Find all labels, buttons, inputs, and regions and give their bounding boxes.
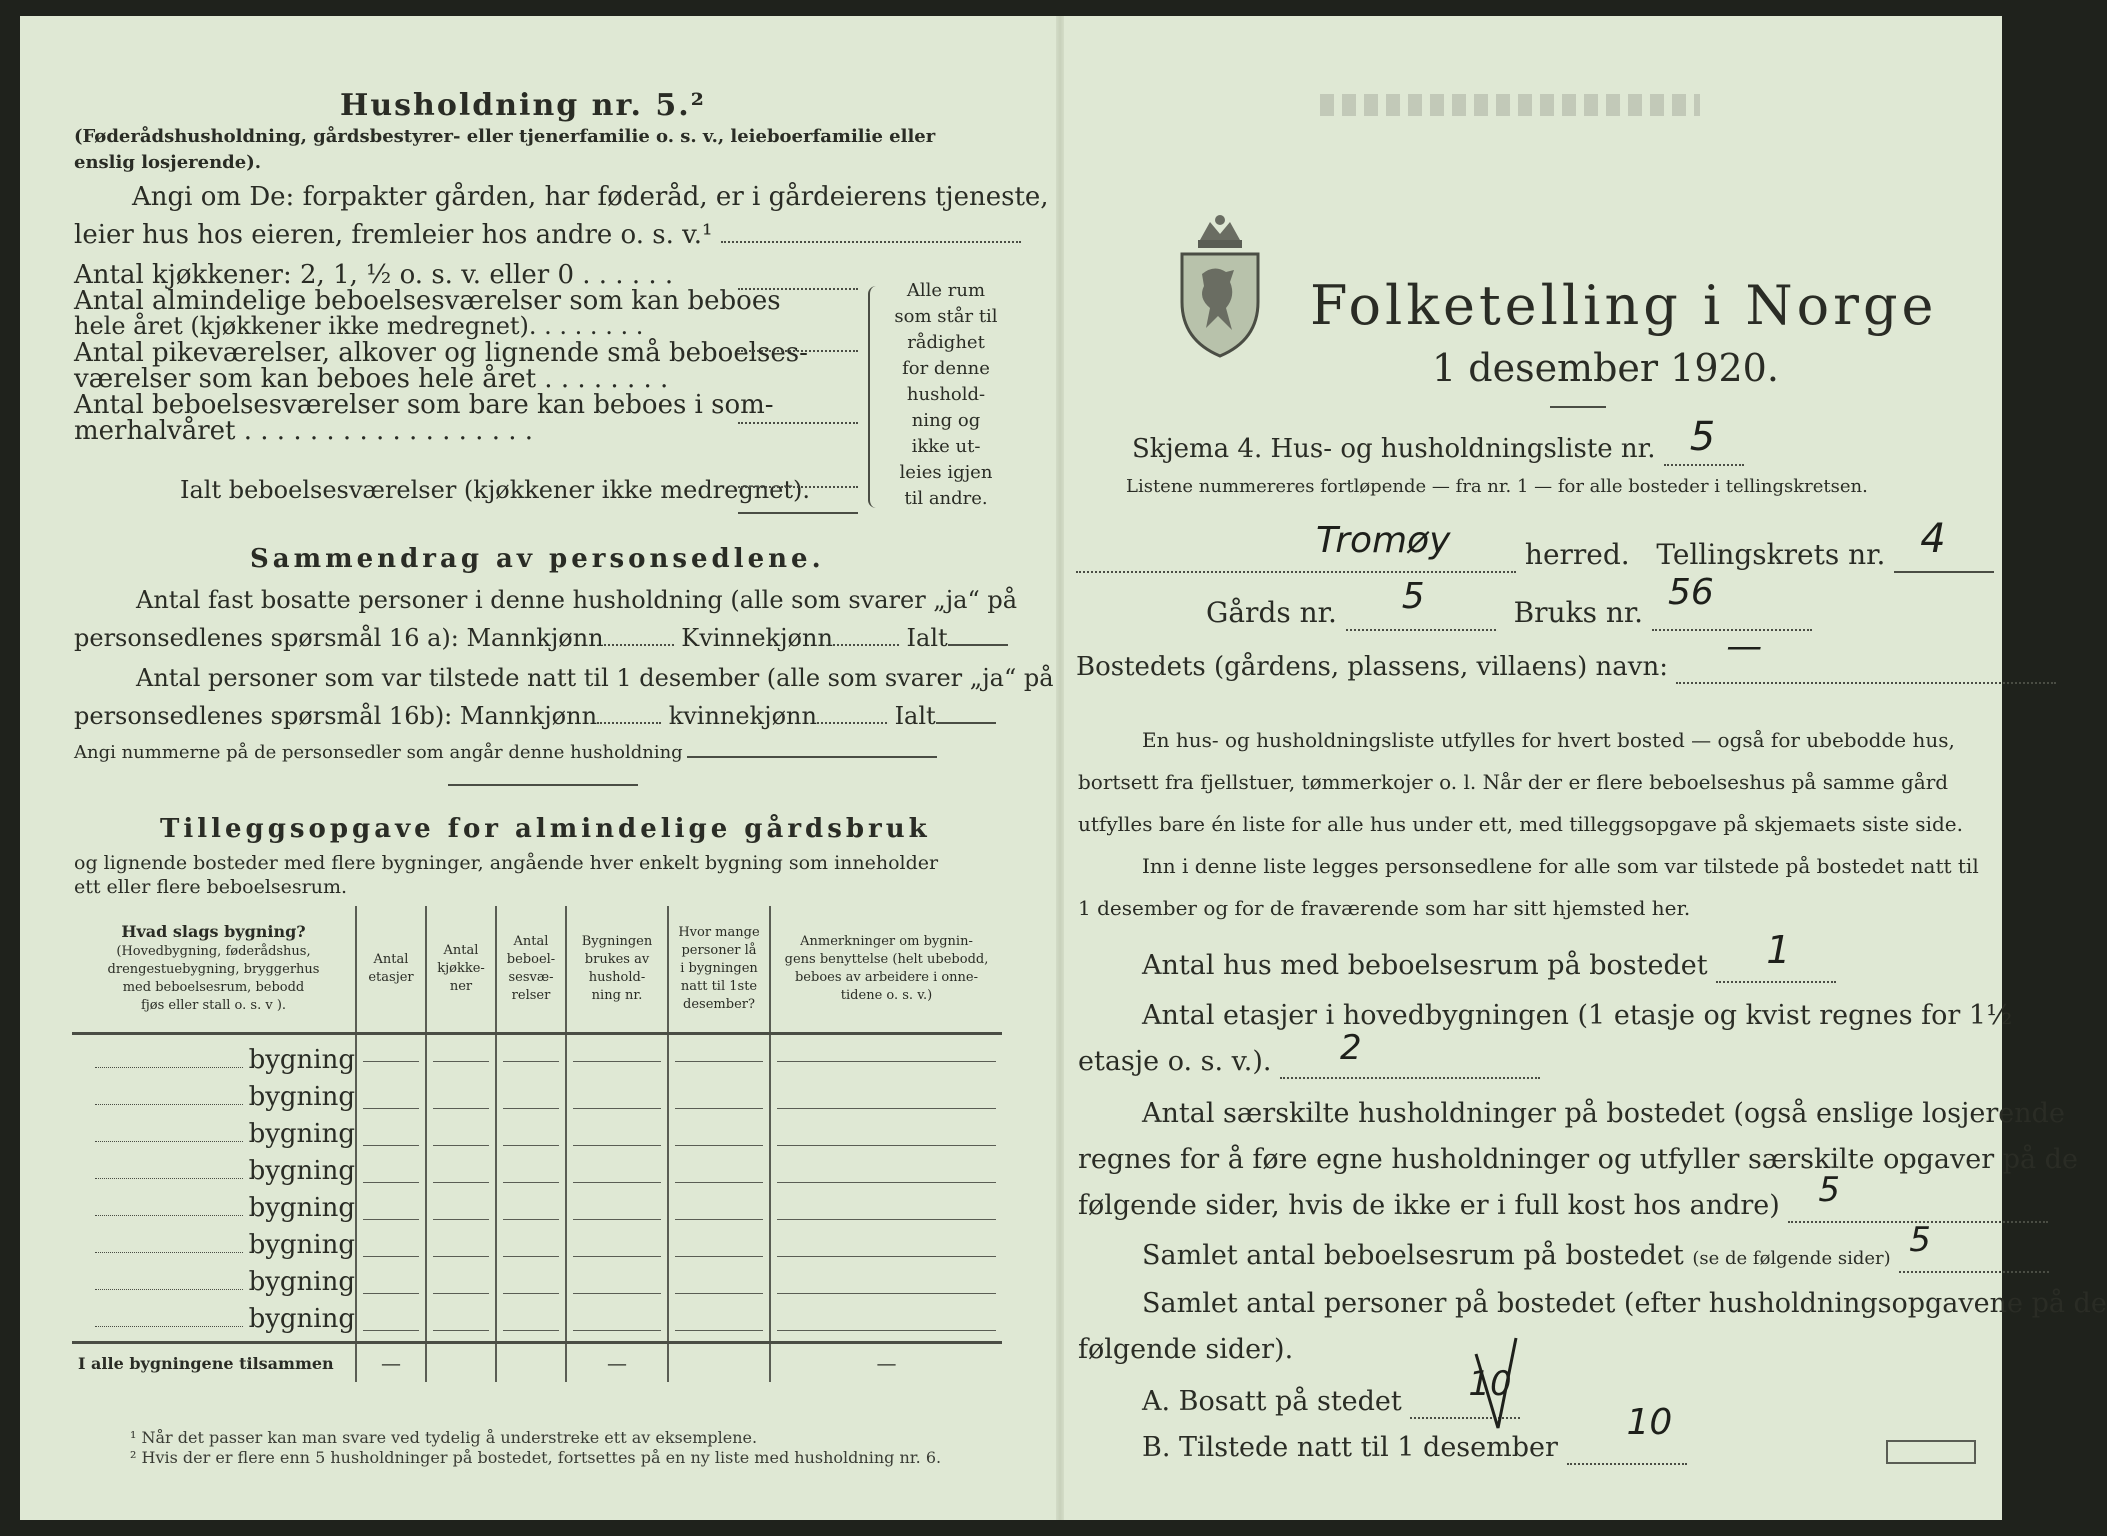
header-etasjer	[356, 906, 426, 1034]
q1-answer-line	[1716, 928, 1836, 983]
table-row	[72, 1304, 1002, 1343]
page-fold	[1056, 16, 1064, 1520]
section-divider	[448, 784, 638, 786]
summary-title: Sammendrag av personsedlene.	[250, 544, 825, 574]
q5-line-1: Samlet antal personer på bostedet (efter husholdningsopgavene på de	[1142, 1288, 2107, 1319]
gards-line	[1206, 572, 1812, 631]
summary-kvinne-label: Kvinnekjønn	[681, 624, 833, 652]
table-total-row	[72, 1343, 1002, 1383]
gards-answer-line	[1346, 576, 1496, 631]
skjema-answer-line	[1664, 414, 1744, 466]
row-label: bygning	[248, 1045, 355, 1075]
tilstede-value: 10	[1626, 1402, 1673, 1443]
herred-answer-line	[1076, 520, 1516, 573]
summary-mann-label-2: personsedlenes spørsmål 16b): Mannkjønn	[74, 702, 598, 730]
total-label-cell	[72, 1343, 356, 1383]
answer-line	[604, 644, 674, 646]
header-text: i bygningen	[680, 961, 758, 976]
row-label-cell	[72, 1304, 356, 1343]
rooms-line-0: Antal kjøkkener: 2, 1, ½ o. s. v. eller 0 . . . . . .	[74, 260, 674, 290]
table-row	[72, 1193, 1002, 1230]
answer-line	[95, 1289, 243, 1290]
table-header-row	[72, 906, 1002, 1034]
angi-answer-line	[721, 241, 1021, 243]
census-date: 1 desember 1920.	[1432, 346, 1779, 390]
q4-hint: (se de følgende sider)	[1692, 1248, 1891, 1269]
header-text: Antal	[443, 943, 479, 958]
header-text: relser	[511, 988, 551, 1003]
rooms-line-6: merhalvåret . . . . . . . . . . . . . . . . . .	[74, 416, 534, 446]
summary-ialt-label: Ialt	[906, 624, 948, 652]
angi-line-1: Angi om De: forpakter gården, har føderåd, er i gårdeierens tjeneste,	[132, 182, 1049, 212]
header-text: kjøkke-	[437, 961, 485, 976]
header-text: Antal	[513, 934, 549, 949]
total-cell	[496, 1343, 566, 1383]
angi-line-2	[74, 220, 1021, 250]
household-intro: (Føderådshusholdning, gårdsbestyrer- eller tjenerfamilie o. s. v., leieboerfamilie eller	[74, 126, 936, 147]
answer-line	[95, 1104, 243, 1105]
bosatt-line	[1142, 1364, 1520, 1419]
summary-kvinne-label-2: kvinnekjønn	[668, 702, 817, 730]
header-text: fjøs eller stall o. s. v ).	[140, 998, 287, 1013]
header-text: natt til 1ste	[680, 979, 758, 994]
side-note-line: Alle rum	[906, 280, 986, 301]
answer-line	[687, 756, 937, 758]
angi-line-2-text: leier hus hos eieren, fremleier hos andre o. s. v.¹	[74, 220, 713, 250]
tally-check-mark	[1472, 1334, 1522, 1438]
bostedets-line	[1076, 626, 2056, 684]
header-text: drengestuebygning, bryggerhus	[107, 962, 320, 977]
answer-line	[95, 1252, 243, 1253]
tellingskrets-value: 4	[1920, 516, 1946, 562]
q5-line-2: følgende sider).	[1078, 1334, 1294, 1365]
header-text: Anmerkninger om bygnin-	[800, 934, 973, 949]
header-text: tidene o. s. v.)	[840, 988, 933, 1003]
rooms-line-3: Antal pikeværelser, alkover og lignende små beboelses-	[74, 338, 808, 368]
answer-line	[95, 1178, 243, 1179]
tillegg-line-1: og lignende bosteder med flere bygninger, angående hver enkelt bygning som inneholder	[74, 852, 939, 874]
header-text: med beboelsesrum, bebodd	[122, 980, 305, 995]
header-text: ning nr.	[591, 988, 643, 1003]
side-note-line: til andre.	[904, 488, 988, 509]
side-note	[886, 278, 1006, 512]
q1-label: Antal hus med beboelsesrum på bostedet	[1142, 950, 1708, 981]
side-note-line: for denne	[902, 358, 990, 379]
table-row	[72, 1267, 1002, 1304]
q3-line-1: Antal særskilte husholdninger på bostedet (også enslige losjerende	[1142, 1098, 2065, 1129]
header-text: hushold-	[588, 970, 646, 985]
instruction-1-line-3: utfylles bare én liste for alle hus under ett, med tilleggsopgave på skjemaets siste side.	[1078, 812, 1963, 836]
answer-line	[936, 722, 996, 724]
gards-label: Gårds nr.	[1206, 596, 1337, 629]
q1-line	[1142, 928, 1836, 983]
rooms-line-1: Antal almindelige beboelsesværelser som kan beboes	[74, 286, 781, 316]
header-text: (Hovedbygning, føderådshus,	[116, 944, 311, 959]
header-text: beboel-	[506, 952, 556, 967]
row-label: bygning	[248, 1156, 355, 1186]
herred-value: Tromøy	[1316, 520, 1451, 561]
tilstede-answer-line	[1567, 1402, 1687, 1465]
building-table	[72, 906, 1002, 1382]
row-label-cell	[72, 1193, 356, 1230]
header-text: sesvæ-	[508, 970, 554, 985]
header-husholdning-nr	[566, 906, 668, 1034]
q4-label: Samlet antal beboelsesrum på bostedet	[1142, 1240, 1684, 1271]
total-anmerkninger: —	[770, 1343, 1002, 1383]
angi-nummerne	[74, 742, 937, 763]
header-text: Bygningen	[581, 934, 653, 949]
header-text: personer lå	[681, 943, 757, 958]
row-label-cell	[72, 1082, 356, 1119]
ialt-rooms: Ialt beboelsesværelser (kjøkkener ikke medregnet).	[180, 476, 811, 504]
header-text: etasjer	[368, 970, 414, 985]
bostedets-value: —	[1726, 626, 1763, 667]
instruction-1-line-1: En hus- og husholdningsliste utfylles for hvert bosted — også for ubebodde hus,	[1142, 728, 1955, 752]
header-text: beboes av arbeidere i onne-	[794, 970, 979, 985]
q2-label: etasje o. s. v.).	[1078, 1046, 1272, 1077]
table-row	[72, 1230, 1002, 1267]
answer-line	[95, 1326, 243, 1327]
header-personer	[668, 906, 770, 1034]
total-cell	[426, 1343, 496, 1383]
q2-value: 2	[1340, 1028, 1362, 1068]
skjema-line	[1132, 414, 1744, 466]
header-text: desember?	[683, 997, 755, 1012]
skjema-label: Skjema 4. Hus- og husholdningsliste nr.	[1132, 434, 1656, 464]
row-label: bygning	[248, 1082, 355, 1112]
household-title: Husholdning nr. 5.²	[340, 88, 706, 123]
bosatt-label: A. Bosatt på stedet	[1142, 1386, 1402, 1417]
side-note-line: hushold-	[906, 384, 986, 405]
bostedets-answer-line	[1676, 626, 2056, 684]
rooms-line-2: hele året (kjøkkener ikke medregnet). . . . . . . .	[74, 312, 644, 340]
rooms-line-5: Antal beboelsesværelser som bare kan beboes i som-	[74, 390, 774, 420]
bosatt-value: 10	[1468, 1364, 1512, 1404]
answer-line	[833, 644, 899, 646]
row-label-cell	[72, 1156, 356, 1193]
side-note-line: som står til	[894, 306, 998, 327]
header-text: ner	[449, 979, 473, 994]
norway-coat-of-arms-icon	[1170, 212, 1270, 366]
footnote-2: ² Hvis der er flere enn 5 husholdninger på bostedet, fortsettes på en ny liste med husholdning nr. 6.	[130, 1448, 942, 1467]
census-title: Folketelling i Norge	[1310, 274, 1938, 337]
q2-answer-line	[1280, 1028, 1540, 1079]
skjema-value: 5	[1689, 414, 1716, 460]
row-label: bygning	[248, 1304, 355, 1334]
tellingskrets-label: Tellingskrets nr.	[1656, 538, 1886, 571]
summary-line-2	[74, 624, 1008, 652]
answer-line	[95, 1215, 243, 1216]
side-note-line: rådighet	[907, 332, 985, 353]
total-label: I alle bygningene tilsammen	[78, 1353, 334, 1373]
q3-label: følgende sider, hvis de ikke er i full kost hos andre)	[1078, 1190, 1780, 1221]
rooms-brace	[868, 286, 882, 508]
summary-line-1: Antal fast bosatte personer i denne husholdning (alle som svarer „ja“ på	[136, 586, 1018, 614]
row-label-cell	[72, 1119, 356, 1156]
row-label: bygning	[248, 1119, 355, 1149]
q4-answer-line	[1899, 1220, 2049, 1273]
header-building-type	[72, 906, 356, 1034]
bleed-through	[1320, 94, 1700, 116]
row-label: bygning	[248, 1267, 355, 1297]
table-row	[72, 1034, 1002, 1083]
bruks-value: 56	[1668, 572, 1714, 613]
instruction-2-line-1: Inn i denne liste legges personsedlene for alle som var tilstede på bostedet natt til	[1142, 854, 1979, 878]
q4-line	[1142, 1220, 2049, 1273]
gards-value: 5	[1401, 576, 1425, 617]
title-divider	[1550, 406, 1606, 408]
summary-ialt-label-2: Ialt	[894, 702, 936, 730]
q3-value: 5	[1818, 1170, 1841, 1210]
tillegg-line-2: ett eller flere beboelsesrum.	[74, 876, 348, 898]
tilstede-label: B. Tilstede natt til 1 desember	[1142, 1432, 1558, 1463]
footnote-1: ¹ Når det passer kan man svare ved tydelig å understreke ett av eksemplene.	[130, 1428, 758, 1447]
header-text: gens benyttelse (helt ubebodd,	[784, 952, 989, 967]
header-text: Hvor mange	[678, 925, 760, 940]
header-kjokkener	[426, 906, 496, 1034]
table-row	[72, 1082, 1002, 1119]
bruks-label: Bruks nr.	[1513, 596, 1644, 629]
instruction-1-line-2: bortsett fra fjellstuer, tømmerkojer o. l. Når der er flere beboelseshus på samme gård	[1078, 770, 1949, 794]
row-label-cell	[72, 1267, 356, 1304]
q2-line-1: Antal etasjer i hovedbygningen (1 etasje og kvist regnes for 1½	[1142, 1000, 2013, 1031]
total-husholdning: —	[566, 1343, 668, 1383]
printer-mark	[1886, 1440, 1976, 1464]
tilstede-line	[1142, 1402, 1687, 1465]
answer-line	[948, 644, 1008, 646]
census-sheet	[20, 16, 2107, 1520]
q3-answer-line	[1788, 1170, 2048, 1223]
side-note-line: leies igjen	[899, 462, 993, 483]
tellingskrets-answer-line	[1894, 516, 1994, 573]
answer-line	[95, 1067, 243, 1068]
herred-label: herred.	[1524, 538, 1630, 571]
angi-nummerne-text: Angi nummerne på de personsedler som angår denne husholdning	[74, 742, 683, 763]
total-etasjer: —	[356, 1343, 426, 1383]
q3-line-2: regnes for å føre egne husholdninger og utfyller særskilte opgaver på de	[1078, 1144, 2078, 1175]
q3-line-3	[1078, 1170, 2048, 1223]
q2-line-2	[1078, 1028, 1540, 1079]
total-cell	[668, 1343, 770, 1383]
header-beboelsesvaerelser	[496, 906, 566, 1034]
rooms-line-4: værelser som kan beboes hele året . . . . . . . .	[74, 364, 669, 394]
table-row	[72, 1119, 1002, 1156]
side-note-line: ikke ut-	[911, 436, 981, 457]
header-building-type-title: Hvad slags bygning?	[121, 922, 306, 941]
herred-line	[1076, 516, 1994, 573]
side-note-line: ning og	[911, 410, 981, 431]
answer-line	[817, 722, 887, 724]
household-intro-2: enslig losjerende).	[74, 152, 261, 173]
summary-mann-label: personsedlenes spørsmål 16 a): Mannkjønn	[74, 624, 604, 652]
table-row	[72, 1156, 1002, 1193]
rooms-answer-column	[738, 278, 858, 510]
summary-line-3: Antal personer som var tilstede natt til 1 desember (alle som svarer „ja“ på	[136, 664, 1054, 692]
row-label-cell	[72, 1230, 356, 1267]
row-label: bygning	[248, 1230, 355, 1260]
row-label-cell	[72, 1034, 356, 1083]
q4-value: 5	[1909, 1220, 1931, 1260]
answer-line	[95, 1141, 243, 1142]
header-text: brukes av	[584, 952, 650, 967]
summary-line-4	[74, 702, 996, 730]
row-label: bygning	[248, 1193, 355, 1223]
instruction-2-line-2: 1 desember og for de fraværende som har sitt hjemsted her.	[1078, 896, 1691, 920]
listene-note: Listene nummereres fortløpende — fra nr. 1 — for alle bosteder i tellingskretsen.	[1126, 476, 1868, 497]
header-anmerkninger	[770, 906, 1002, 1034]
header-text: Antal	[373, 952, 409, 967]
bostedets-label: Bostedets (gårdens, plassens, villaens) navn:	[1076, 652, 1668, 682]
tillegg-title: Tilleggsopgave for almindelige gårdsbruk	[160, 814, 931, 844]
q1-value: 1	[1766, 928, 1791, 972]
answer-line	[597, 722, 661, 724]
